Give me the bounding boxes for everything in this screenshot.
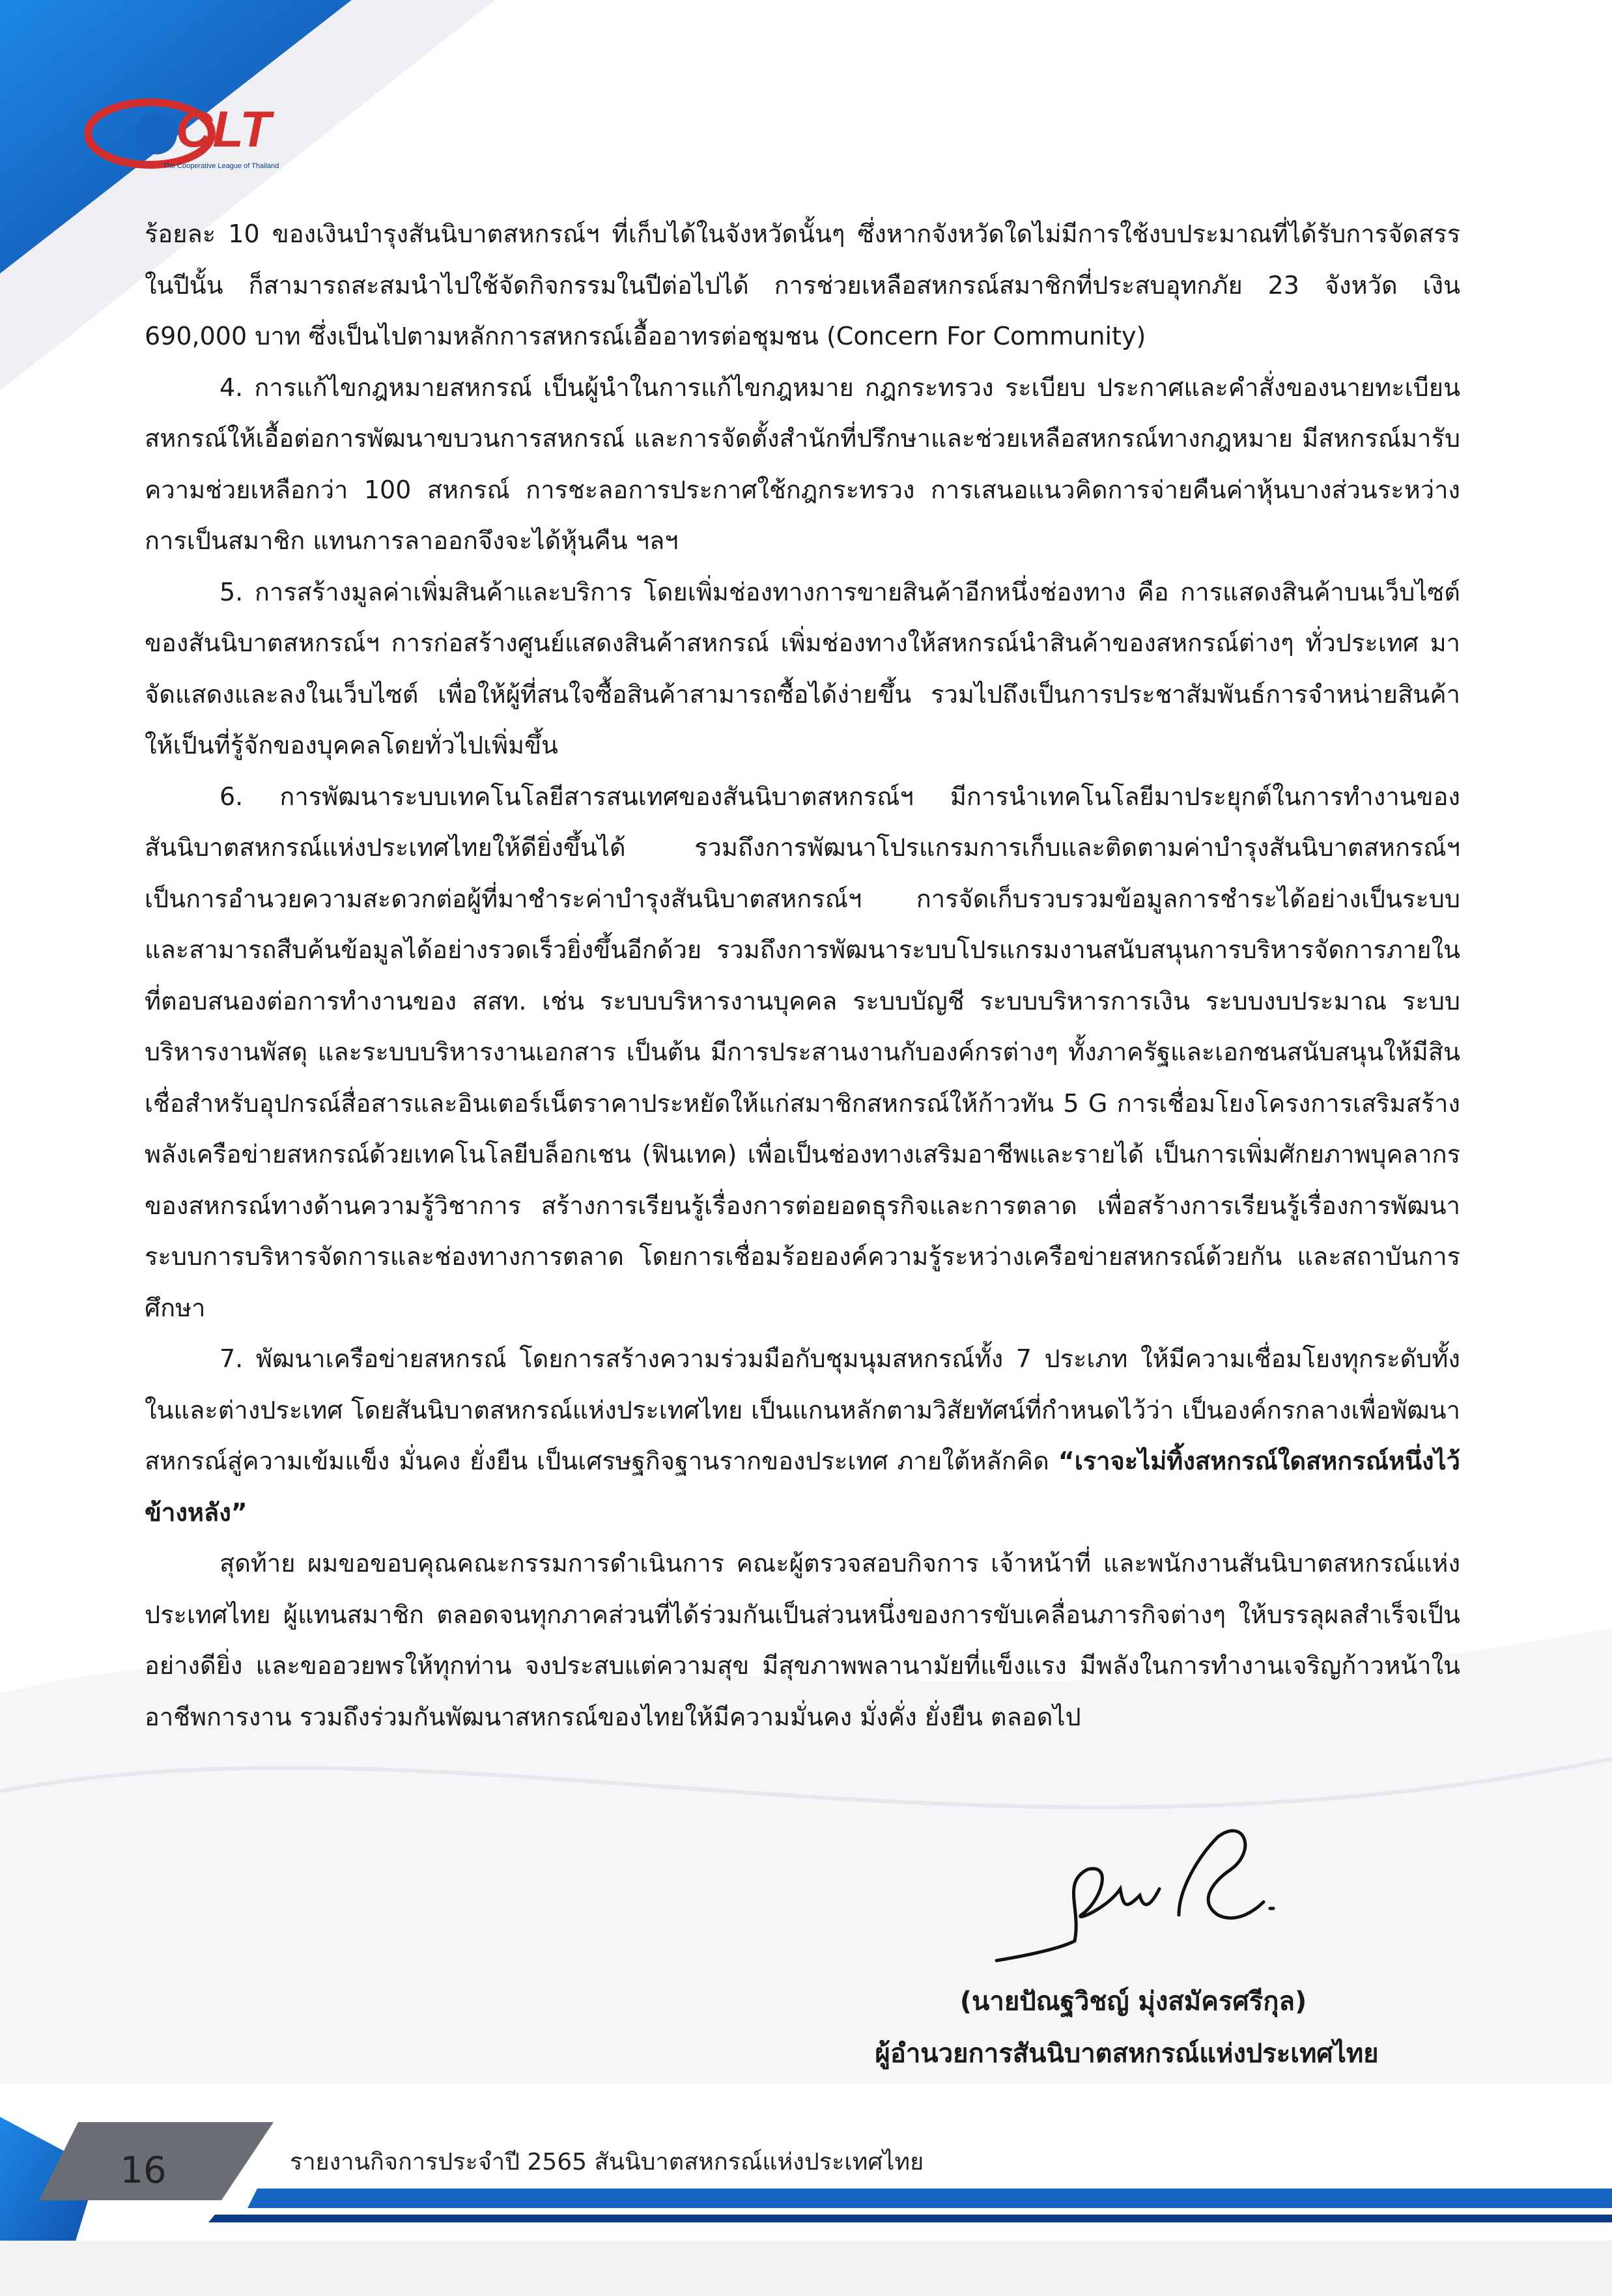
page-number: 16: [120, 2149, 167, 2192]
paragraph: 5. การสร้างมูลค่าเพิ่มสินค้าและบริการ โดยเพิ่มช่องทางการขายสินค้าอีกหนึ่งช่องทาง คือ การแสดงสินค้าบนเว็บไซต์ของสันนิบาตสหกรณ์ฯ การก่อสร้างศูนย์แสดงสินค้าสหกรณ์ เพิ่มช่องทางให้สหกรณ์นำสินค้าของสหกรณ์ต่างๆ ทั่วประเทศ มาจัดแสดงและลงในเว็บไซต์ เพื่อให้ผู้ที่สนใจซื้อสินค้าสามารถซื้อได้ง่ายขึ้น รวมไปถึงเป็นการประชาสัมพันธ์การจำหน่ายสินค้าให้เป็นที่รู้จักของบุคคลโดยทั่วไปเพิ่มขึ้น: [145, 577, 1460, 759]
paragraph: สุดท้าย ผมขอขอบคุณคณะกรรมการดำเนินการ คณะผู้ตรวจสอบกิจการ เจ้าหน้าที่ และพนักงานสันนิบาตสหกรณ์แห่งประเทศไทย ผู้แทนสมาชิก ตลอดจนทุกภาคส่วนที่ได้ร่วมกันเป็นส่วนหนึ่งของการขับเคลื่อนภารกิจต่างๆ ให้บรรลุผลสำเร็จเป็นอย่างดียิ่ง และขออวยพรให้ทุกท่าน จงประสบแต่ความสุข มีสุขภาพพลานามัยที่แข็งแรง มีพลังในการทำงานเจริญก้าวหน้าในอาชีพการงาน รวมถึงร่วมกันพัฒนาสหกรณ์ของไทยให้มีความมั่นคง มั่งคั่ง ยั่งยืน ตลอดไป: [145, 1549, 1460, 1731]
logo-globe: [135, 113, 177, 154]
footer-gray-band: [0, 2241, 1612, 2296]
logo-text: CLT: [176, 100, 271, 158]
signature: [983, 1811, 1296, 1980]
signer-name: (นายปัณฐวิชญ์ มุ่งสมัครศรีกุล): [959, 1987, 1307, 2017]
logo-tagline: The Cooperative League of Thailand: [163, 162, 279, 170]
footer-blue-stripe: [208, 2215, 1612, 2222]
footer-blue-stripe: [247, 2189, 1612, 2208]
article-body: [145, 208, 1460, 1742]
paragraph: ร้อยละ 10 ของเงินบำรุงสันนิบาตสหกรณ์ฯ ที่เก็บได้ในจังหวัดนั้นๆ ซึ่งหากจังหวัดใดไม่มีการใช้งบประมาณที่ได้รับการจัดสรรในปีนั้น ก็สามารถสะสมนำไปใช้จัดกิจกรรมในปีต่อไปได้ การช่วยเหลือสหกรณ์สมาชิกที่ประสบอุทกภัย 23 จังหวัด เงิน 690,000 บาท ซึ่งเป็นไปตามหลักการสหกรณ์เอื้ออาทรต่อชุมชน (Concern For Community): [145, 220, 1460, 350]
report-title: รายงานกิจการประจำปี 2565 สันนิบาตสหกรณ์แห่งประเทศไทย: [290, 2149, 924, 2176]
signer-title: ผู้อำนวยการสันนิบาตสหกรณ์แห่งประเทศไทย: [875, 2039, 1379, 2069]
paragraph: [145, 1333, 1460, 1538]
slogan: “เราจะไม่ทิ้งสหกรณ์ใดสหกรณ์หนึ่งไว้ข้างหลัง”: [145, 1447, 1460, 1527]
clt-logo: [85, 85, 300, 182]
paragraph: 6. การพัฒนาระบบเทคโนโลยีสารสนเทศของสันนิบาตสหกรณ์ฯ มีการนำเทคโนโลยีมาประยุกต์ในการทำงานของสันนิบาตสหกรณ์แห่งประเทศไทยให้ดียิ่งขึ้นได้ รวมถึงการพัฒนาโปรแกรมการเก็บและติดตามค่าบำรุงสันนิบาตสหกรณ์ฯ เป็นการอำนวยความสะดวกต่อผู้ที่มาชำระค่าบำรุงสันนิบาตสหกรณ์ฯ การจัดเก็บรวบรวมข้อมูลการชำระได้อย่างเป็นระบบ และสามารถสืบค้นข้อมูลได้อย่างรวดเร็วยิ่งขึ้นอีกด้วย รวมถึงการพัฒนาระบบโปรแกรมงานสนับสนุนการบริหารจัดการภายในที่ตอบสนองต่อการทำงานของ สสท. เช่น ระบบบริหารงานบุคคล ระบบบัญชี ระบบบริหารการเงิน ระบบงบประมาณ ระบบบริหารงานพัสดุ และระบบบริหารงานเอกสาร เป็นต้น มีการประสานงานกับองค์กรต่างๆ ทั้งภาครัฐและเอกชนสนับสนุนให้มีสินเชื่อสำหรับอุปกรณ์สื่อสารและอินเตอร์เน็ตราคาประหยัดให้แก่สมาชิกสหกรณ์ให้ก้าวทัน 5 G การเชื่อมโยงโครงการเสริมสร้างพลังเครือข่ายสหกรณ์ด้วยเทคโนโลยีบล็อกเชน (ฟินเทค) เพื่อเป็นช่องทางเสริมอาชีพและรายได้ เป็นการเพิ่มศักยภาพบุคลากรของสหกรณ์ทางด้านความรู้วิชาการ สร้างการเรียนรู้เรื่องการต่อยอดธุรกิจและการตลาด เพื่อสร้างการเรียนรู้เรื่องการพัฒนาระบบการบริหารจัดการและช่องทางการตลาด โดยการเชื่อมร้อยองค์ความรู้ระหว่างเครือข่ายสหกรณ์ด้วยกัน และสถาบันการศึกษา: [145, 782, 1460, 1322]
paragraph-text: 7. พัฒนาเครือข่ายสหกรณ์ โดยการสร้างความร่วมมือกับชุมนุมสหกรณ์ทั้ง 7 ประเภท ให้มีความเชื่อมโยงทุกระดับทั้งในและต่างประเทศ โดยสันนิบาตสหกรณ์แห่งประเทศไทย เป็นแกนหลักตามวิสัยทัศน์ที่กำหนดไว้ว่า เป็นองค์กรกลางเพื่อพัฒนาสหกรณ์สู่ความเข้มแข็ง มั่นคง ยั่งยืน เป็นเศรษฐกิจฐานรากของประเทศ ภายใต้หลักคิด: [145, 1344, 1460, 1475]
paragraph: 4. การแก้ไขกฎหมายสหกรณ์ เป็นผู้นำในการแก้ไขกฎหมาย กฎกระทรวง ระเบียบ ประกาศและคำสั่งของนายทะเบียน สหกรณ์ให้เอื้อต่อการพัฒนาขบวนการสหกรณ์ และการจัดตั้งสำนักที่ปรึกษาและช่วยเหลือสหกรณ์ทางกฎหมาย มีสหกรณ์มารับความช่วยเหลือกว่า 100 สหกรณ์ การชะลอการประกาศใช้กฎกระทรวง การเสนอแนวคิดการจ่ายคืนค่าหุ้นบางส่วนระหว่างการเป็นสมาชิก แทนการลาออกจึงจะได้หุ้นคืน ฯลฯ: [145, 373, 1460, 555]
